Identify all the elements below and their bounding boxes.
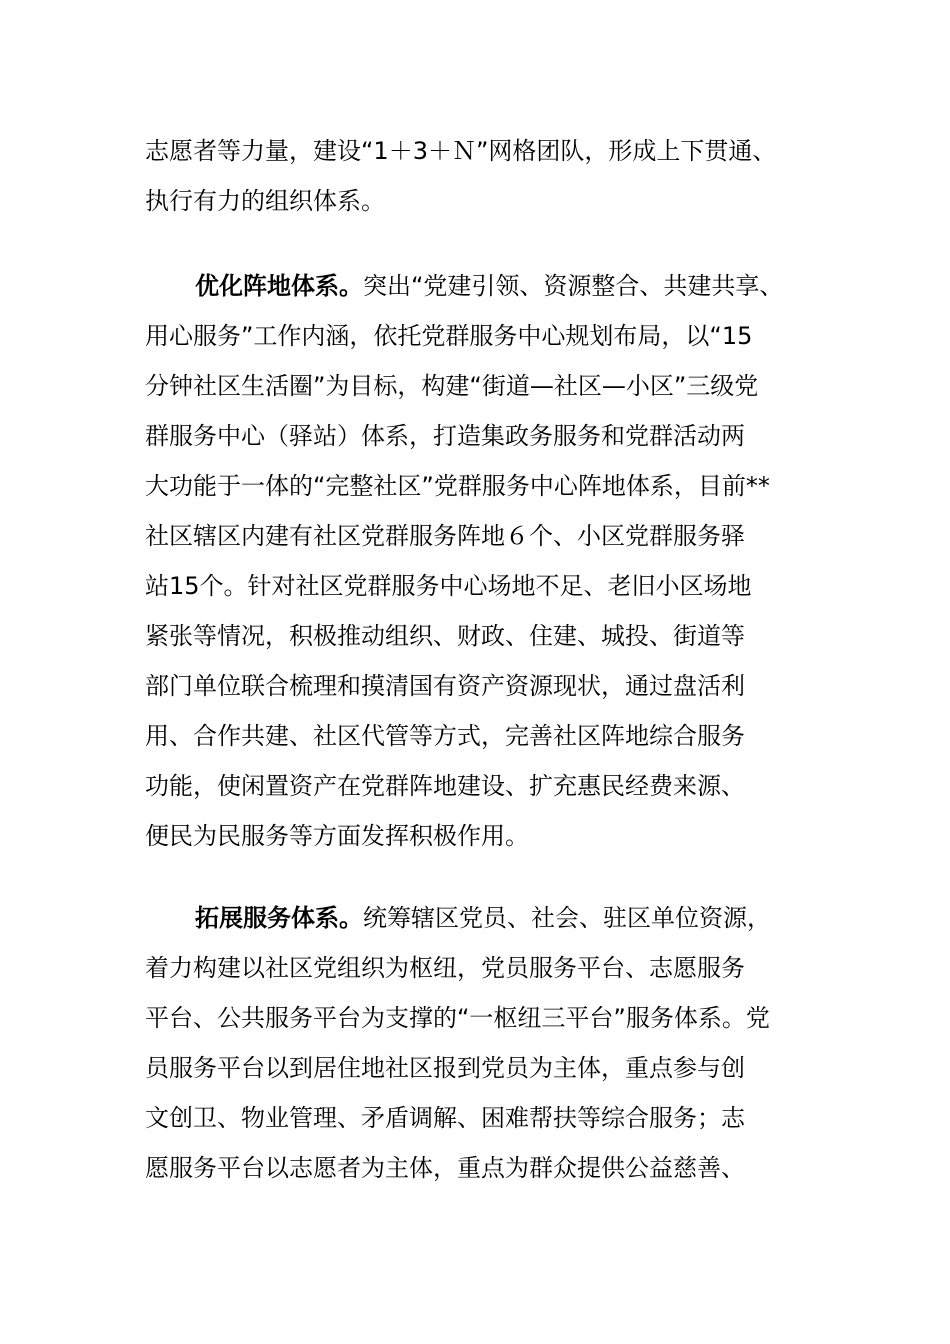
text-run: 统筹辖区党员、社会、驻区单位资源， [363,904,771,932]
text-line: 用心服务”工作内涵，依托党群服务中心规划布局，以“15 [145,322,753,350]
paragraph-heading: 优化阵地体系。 [195,272,363,300]
text-line: 站15个。针对社区党群服务中心场地不足、老旧小区场地 [145,572,752,600]
paragraph-heading: 拓展服务体系。 [195,904,363,932]
paragraph-organization-system [145,126,810,226]
text-line: 平台、公共服务平台为支撑的“一枢纽三平台”服务体系。党 [145,1004,770,1032]
text-line: 便民为民服务等方面发挥积极作用。 [145,822,529,850]
text-line: 执行有力的组织体系。 [145,187,385,215]
text-line: 分钟社区生活圈”为目标，构建“街道—社区—小区”三级党 [145,372,759,400]
paragraph-position-system [145,261,810,861]
text-line: 功能，使闲置资产在党群阵地建设、扩充惠民经费来源、 [145,772,745,800]
text-line: 群服务中心（驿站）体系，打造集政务服务和党群活动两 [145,422,745,450]
text-line: 用、合作共建、社区代管等方式，完善社区阵地综合服务 [145,722,745,750]
text-line: 文创卫、物业管理、矛盾调解、困难帮扶等综合服务；志 [145,1104,745,1132]
paragraph-service-system [145,893,810,1193]
paragraph-first-line [145,893,810,943]
text-line: 紧张等情况，积极推动组织、财政、住建、城投、街道等 [145,622,745,650]
text-line: 志愿者等力量，建设“1＋3＋Ｎ”网格团队，形成上下贯通、 [145,137,777,165]
text-line: 大功能于一体的“完整社区”党群服务中心阵地体系，目前** [145,472,770,500]
text-run: 突出“党建引领、资源整合、共建共享、 [363,272,784,300]
text-line: 社区辖区内建有社区党群服务阵地６个、小区党群服务驿 [145,522,745,550]
text-line: 愿服务平台以志愿者为主体，重点为群众提供公益慈善、 [145,1154,745,1182]
text-line: 部门单位联合梳理和摸清国有资产资源现状，通过盘活利 [145,672,745,700]
text-line: 员服务平台以到居住地社区报到党员为主体，重点参与创 [145,1054,745,1082]
paragraph-first-line [145,261,810,311]
text-line: 着力构建以社区党组织为枢纽，党员服务平台、志愿服务 [145,954,745,982]
